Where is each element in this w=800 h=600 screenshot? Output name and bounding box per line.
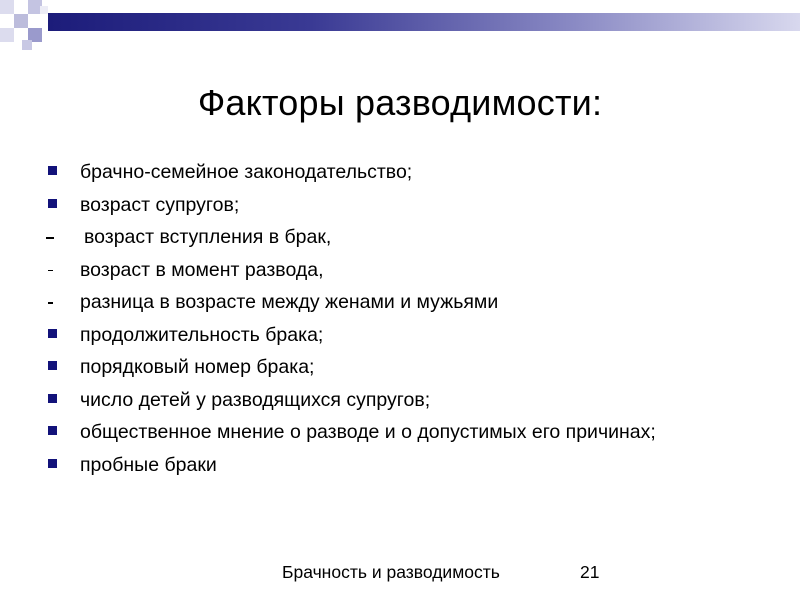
decor-square — [40, 6, 48, 14]
list-item-text: возраст супругов; — [80, 193, 240, 216]
list-item-text: продолжительность брака; — [80, 323, 324, 346]
decor-square — [0, 28, 14, 42]
list-item-text: число детей у разводящихся супругов; — [80, 388, 431, 411]
header-band — [48, 13, 800, 31]
slide-title: Факторы разводимости: — [197, 82, 603, 123]
list-item-text: пробные браки — [80, 453, 217, 476]
decor-square — [0, 0, 14, 14]
list-item-text: порядковый номер брака; — [80, 356, 315, 378]
list-item-text: разница в возрасте между женами и мужьями — [80, 291, 499, 313]
footer-text: Брачность и разводимость — [282, 562, 500, 582]
list-item-text: возраст в момент развода, — [80, 258, 324, 281]
list-item-text: общественное мнение о разводе и о допустимых его причинах; — [80, 421, 656, 443]
list-item-text: возраст вступления в брак, — [84, 226, 332, 248]
decor-square — [22, 40, 32, 50]
decor-square — [14, 14, 28, 28]
list-item-text: брачно-семейное законодательство; — [80, 161, 413, 183]
page-number: 21 — [580, 562, 600, 582]
